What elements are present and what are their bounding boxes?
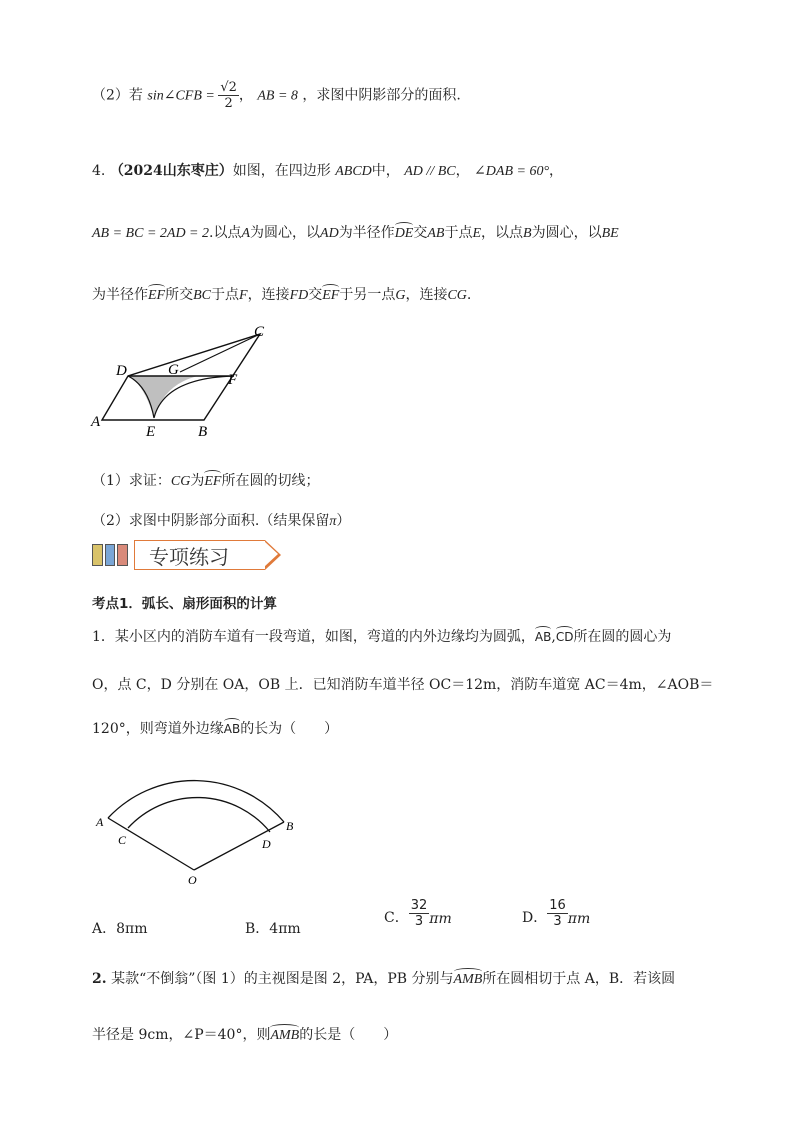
q4-text: . — [466, 287, 472, 303]
p1-road-figure — [90, 760, 310, 890]
fraction-numerator: 16 — [549, 898, 566, 913]
p1-arc-cd: CD — [556, 626, 574, 644]
q4-text: 于点 — [444, 225, 473, 241]
q4-text: 为半径作 — [92, 287, 148, 303]
p1-text: 所在圆的圆心为 — [573, 629, 672, 645]
q4-ab: AB — [427, 226, 445, 241]
pi-symbol: π — [329, 514, 337, 529]
fraction-denominator: 3 — [553, 914, 562, 929]
fraction-denominator: 2 — [224, 96, 233, 111]
banner-icon-block — [92, 544, 103, 566]
inner-arc-cd — [128, 798, 270, 832]
q4-text: .以点 — [209, 225, 242, 241]
p2-text: 所在圆相切于点 A，B．若该圆 — [482, 971, 676, 987]
label-c: C — [118, 833, 127, 847]
p1-text: 的长为（ ） — [240, 721, 339, 737]
label-d: D — [116, 363, 127, 379]
q4-text: 所交 — [165, 287, 194, 303]
p2-line2 — [92, 1024, 397, 1044]
q4-angle-dab: ∠DAB = 60° — [474, 164, 550, 179]
option-c[interactable] — [384, 898, 452, 929]
q4-source: （2024山东枣庄） — [109, 163, 233, 179]
label-a: A — [91, 414, 101, 430]
option-d-fraction — [547, 898, 568, 929]
label-b: B — [286, 819, 294, 833]
q4-text: 于点 — [211, 287, 239, 303]
label-b: B — [198, 424, 208, 440]
q4-part2-text: ） — [336, 513, 351, 529]
option-a[interactable]: A．8πm — [92, 921, 148, 937]
q4-point-b: B — [523, 226, 532, 241]
q4-text: 中， — [371, 163, 400, 179]
shaded-region — [128, 376, 198, 418]
p2-text: 半径是 9cm，∠P＝40°，则 — [92, 1027, 271, 1043]
q4-text: 如图，在四边形 — [232, 163, 331, 179]
q4-text: 为半径作 — [338, 225, 395, 241]
q4-bc: BC — [193, 288, 211, 303]
q4-part2-text: （2）求图中阴影部分面积.（结果保留 — [92, 513, 330, 529]
q4-text: 于另一点 — [339, 287, 396, 303]
q4-text: ，连接 — [247, 287, 290, 303]
q4-part1-text: 所在圆的切线； — [221, 473, 320, 489]
option-d[interactable] — [522, 898, 590, 929]
option-c-label: C． — [384, 910, 409, 926]
q4-text: ，连接 — [405, 287, 448, 303]
fraction-numerator: 32 — [410, 898, 428, 913]
p2-arc-amb: AMB — [454, 968, 483, 988]
q4-abcd: ABCD — [335, 164, 372, 179]
q4-number: 4. — [92, 163, 106, 179]
q4-text: 交 — [413, 225, 428, 241]
q4-text: 为圆心，以 — [250, 225, 321, 241]
q4-line2 — [92, 222, 619, 242]
p1-line3 — [92, 718, 338, 738]
option-d-label: D． — [522, 910, 548, 926]
p1-text: 1．某小区内的消防车道有一段弯道，如图，弯道的内外边缘均为圆弧， — [92, 629, 535, 645]
q4-point-g: G — [395, 288, 406, 303]
label-a: A — [96, 815, 104, 829]
p2-line1 — [92, 968, 675, 988]
practice-banner — [92, 540, 265, 570]
q4-geometry-figure — [88, 322, 288, 442]
banner-title-box — [134, 540, 265, 570]
q4-text: 交 — [308, 287, 323, 303]
q4-arc-ef: EF — [322, 284, 339, 304]
option-b[interactable]: B．4πm — [245, 921, 301, 937]
banner-people-icon — [92, 544, 128, 566]
q4-fd: FD — [289, 288, 309, 303]
p2-arc-amb: AMB — [270, 1024, 299, 1044]
label-d: D — [262, 837, 271, 851]
label-o: O — [188, 873, 197, 887]
q4-part1-cg: CG — [170, 474, 191, 489]
q4-cg: CG — [447, 288, 467, 303]
section-title: 考点1．弧长、扇形面积的计算 — [92, 596, 277, 612]
label-c: C — [254, 324, 265, 340]
q4-ad-parallel-bc: AD // BC — [404, 164, 456, 179]
q4-part1-text: 为 — [190, 473, 205, 489]
label-f: F — [228, 372, 238, 388]
banner-title: 专项练习 — [149, 544, 229, 569]
p1-line1 — [92, 626, 671, 646]
banner-icon-block — [117, 544, 128, 566]
q4-be: BE — [601, 226, 619, 241]
p2-number: 2. — [92, 971, 107, 987]
label-g: G — [168, 362, 179, 378]
sin-expression: sin∠CFB = — [147, 88, 219, 104]
q4-part2 — [92, 510, 350, 530]
ab-equals-8: AB = 8 — [257, 88, 298, 104]
q4-line1: 4. （2024山东枣庄）如图，在四边形 ABCD中， AD // BC， ∠DAB = 60°， — [92, 163, 564, 179]
q4-text: 为圆心，以 — [531, 225, 602, 241]
option-c-fraction — [409, 898, 430, 929]
p1-line2: O，点 C，D 分别在 OA，OB 上．已知消防车道半径 OC＝12m，消防车道宽 AC＝4m，∠AOB＝ — [92, 677, 714, 693]
q3-part2-line: （2）若 sin∠CFB = $\frac{√2}{2}$ ， AB = 8 ，求图中阴影部分的面积. — [92, 80, 461, 111]
p1-arc-ab: AB — [224, 718, 240, 736]
p1-arc-ab: AB — [535, 626, 551, 644]
option-c-unit: πm — [429, 911, 452, 927]
q4-part1-arc-ef: EF — [204, 470, 221, 490]
q4-part1 — [92, 470, 319, 490]
q4-arc-ef: EF — [148, 284, 165, 304]
option-d-unit: πm — [567, 911, 591, 927]
q4-line3 — [92, 284, 471, 304]
p2-text: 的长是（ ） — [299, 1027, 398, 1043]
fraction-numerator: √2 — [220, 80, 237, 95]
q3-part2-suffix: ，求图中阴影部分的面积. — [302, 87, 461, 104]
sqrt2-over-2-fraction — [218, 80, 239, 111]
q4-point-e: E — [472, 226, 482, 241]
q4-lengths: AB = BC = 2AD = 2 — [92, 226, 209, 241]
q3-part2-prefix: （2）若 — [92, 87, 143, 104]
p1-text: , — [551, 629, 556, 645]
q4-ad: AD — [320, 226, 339, 241]
q4-arc-de: DE — [395, 222, 414, 242]
banner-icon-block — [105, 544, 116, 566]
p1-text: 120°，则弯道外边缘 — [92, 721, 224, 737]
label-e: E — [146, 424, 156, 440]
p2-text: 某款“不倒翁”（图 1）的主视图是图 2，PA，PB 分别与 — [111, 971, 454, 987]
outer-arc-ab — [108, 781, 284, 822]
q4-point-f: F — [239, 288, 248, 303]
q4-point-a: A — [241, 226, 251, 241]
q4-part1-text: （1）求证： — [92, 473, 171, 489]
q4-text: ，以点 — [481, 225, 524, 241]
fraction-denominator: 3 — [414, 914, 424, 929]
